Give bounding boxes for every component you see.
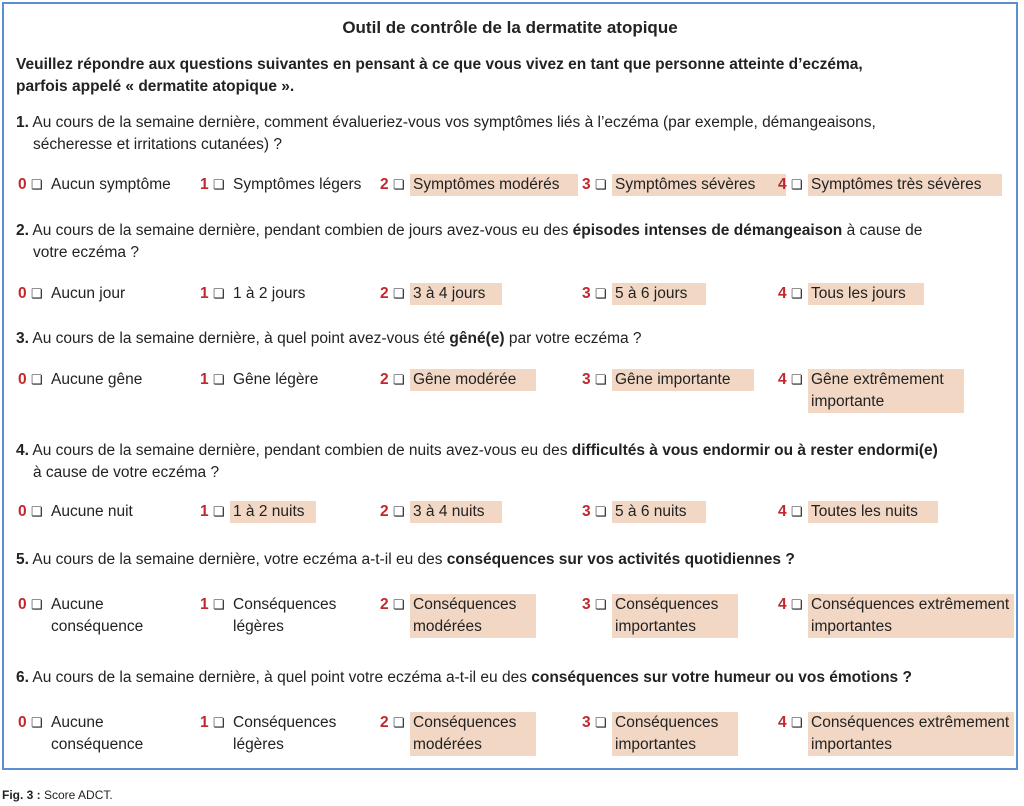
option-score: 4: [778, 596, 787, 613]
option-label: 5 à 6 nuits: [612, 501, 706, 523]
checkbox-icon[interactable]: ❏: [791, 372, 803, 387]
option-score: 0: [18, 714, 27, 731]
option-score: 2: [380, 285, 389, 302]
checkbox-icon[interactable]: ❏: [31, 597, 43, 612]
question-text-bold: difficultés à vous endormir ou à rester endormi(e): [571, 442, 938, 459]
question-text-post: à cause de: [842, 222, 923, 239]
question-2: [16, 220, 1006, 264]
question-text-bold: conséquences sur vos activités quotidiennes ?: [446, 551, 795, 568]
checkbox-icon[interactable]: ❏: [791, 597, 803, 612]
question-text: Au cours de la semaine dernière, à quel point avez-vous été: [32, 330, 450, 347]
option-score: 3: [582, 371, 591, 388]
option-label: Conséquences modérées: [410, 594, 536, 638]
intro-text: [16, 54, 1006, 98]
option-label: Aucune gêne: [51, 371, 143, 388]
option-score: 2: [380, 176, 389, 193]
question-text: Au cours de la semaine dernière, à quel point votre eczéma a-t-il eu des: [32, 669, 532, 686]
option-score: 0: [18, 596, 27, 613]
option-label: Gêne importante: [612, 369, 754, 391]
option-score: 2: [380, 371, 389, 388]
option-label: 1 à 2 jours: [233, 285, 306, 302]
checkbox-icon[interactable]: ❏: [213, 597, 225, 612]
caption-text: Score ADCT.: [40, 788, 113, 802]
option-score: 0: [18, 503, 27, 520]
option-label: Symptômes très sévères: [808, 174, 1002, 196]
checkbox-icon[interactable]: ❏: [393, 372, 405, 387]
option-label: Conséquences légères: [233, 714, 337, 753]
checkbox-icon[interactable]: ❏: [393, 597, 405, 612]
question-5: [16, 549, 1006, 571]
checkbox-icon[interactable]: ❏: [31, 504, 43, 519]
checkbox-icon[interactable]: ❏: [393, 286, 405, 301]
option-score: 3: [582, 596, 591, 613]
option-score: 1: [200, 714, 209, 731]
option-label: 3 à 4 jours: [410, 283, 502, 305]
option-label: 5 à 6 jours: [612, 283, 706, 305]
question-4: [16, 440, 1006, 484]
option-label: Conséquences extrêmement importantes: [808, 594, 1014, 638]
option-score: 2: [380, 714, 389, 731]
question-text: Au cours de la semaine dernière, pendant combien de jours avez-vous eu des: [32, 222, 573, 239]
option-label: Gêne extrêmement importante: [808, 369, 964, 413]
question-number: 3.: [16, 330, 29, 347]
option-score: 0: [18, 176, 27, 193]
question-6: [16, 667, 1006, 689]
question-text-post: par votre eczéma ?: [504, 330, 642, 347]
option-score: 2: [380, 596, 389, 613]
checkbox-icon[interactable]: ❏: [213, 372, 225, 387]
question-number: 2.: [16, 222, 29, 239]
option-label: Gêne modérée: [410, 369, 536, 391]
checkbox-icon[interactable]: ❏: [393, 177, 405, 192]
option-label: Symptômes légers: [233, 176, 362, 193]
option-label: Aucun symptôme: [51, 176, 171, 193]
option-label: Conséquences importantes: [612, 594, 738, 638]
checkbox-icon[interactable]: ❏: [791, 177, 803, 192]
question-number: 6.: [16, 669, 29, 686]
checkbox-icon[interactable]: ❏: [595, 372, 607, 387]
question-text-cont: votre eczéma ?: [33, 244, 139, 261]
question-number: 1.: [16, 114, 29, 131]
figure-caption: [2, 788, 113, 802]
option-label: 1 à 2 nuits: [230, 501, 316, 523]
question-3: [16, 328, 1006, 350]
question-number: 5.: [16, 551, 29, 568]
option-label: Conséquences légères: [233, 596, 337, 635]
option-label: Toutes les nuits: [808, 501, 938, 523]
questionnaire-frame: [2, 2, 1018, 770]
caption-label: Fig. 3 :: [2, 788, 41, 802]
question-text-cont: sécheresse et irritations cutanées) ?: [33, 136, 282, 153]
checkbox-icon[interactable]: ❏: [595, 286, 607, 301]
option-score: 3: [582, 503, 591, 520]
checkbox-icon[interactable]: ❏: [595, 597, 607, 612]
question-text-cont: à cause de votre eczéma ?: [33, 464, 220, 481]
option-score: 4: [778, 714, 787, 731]
document-title: Outil de contrôle de la dermatite atopique: [342, 18, 678, 37]
option-label: Aucune conséquence: [51, 596, 144, 635]
option-score: 1: [200, 596, 209, 613]
checkbox-icon[interactable]: ❏: [31, 286, 43, 301]
question-number: 4.: [16, 442, 29, 459]
checkbox-icon[interactable]: ❏: [791, 286, 803, 301]
option-score: 0: [18, 285, 27, 302]
question-text: Au cours de la semaine dernière, comment évalueriez-vous vos symptômes liés à l’eczéma (par exemple, démangeaisons,: [32, 114, 876, 131]
question-1: [16, 112, 1006, 156]
option-score: 4: [778, 285, 787, 302]
option-label: Aucune nuit: [51, 503, 133, 520]
option-score: 3: [582, 714, 591, 731]
checkbox-icon[interactable]: ❏: [393, 504, 405, 519]
option-score: 2: [380, 503, 389, 520]
option-score: 0: [18, 371, 27, 388]
option-score: 4: [778, 371, 787, 388]
option-score: 4: [778, 503, 787, 520]
checkbox-icon[interactable]: ❏: [213, 504, 225, 519]
checkbox-icon[interactable]: ❏: [213, 286, 225, 301]
option-label: Gêne légère: [233, 371, 319, 388]
question-text-bold: conséquences sur votre humeur ou vos émotions ?: [531, 669, 912, 686]
option-score: 4: [778, 176, 787, 193]
intro-line-1: Veuillez répondre aux questions suivantes en pensant à ce que vous vivez en tant que personne atteinte d’eczéma,: [16, 56, 863, 73]
option-label: Aucun jour: [51, 285, 126, 302]
checkbox-icon[interactable]: ❏: [31, 715, 43, 730]
option-label: 3 à 4 nuits: [410, 501, 502, 523]
checkbox-icon[interactable]: ❏: [791, 715, 803, 730]
checkbox-icon[interactable]: ❏: [213, 177, 225, 192]
checkbox-icon[interactable]: ❏: [595, 177, 607, 192]
question-text-bold: gêné(e): [449, 330, 505, 347]
option-label: Conséquences extrêmement importantes: [808, 712, 1014, 756]
option-score: 1: [200, 371, 209, 388]
question-text-bold: épisodes intenses de démangeaison: [572, 222, 843, 239]
option-label: Aucune conséquence: [51, 714, 144, 753]
checkbox-icon[interactable]: ❏: [213, 715, 225, 730]
checkbox-icon[interactable]: ❏: [31, 372, 43, 387]
option-label: Conséquences modérées: [410, 712, 536, 756]
option-score: 3: [582, 285, 591, 302]
question-text: Au cours de la semaine dernière, pendant combien de nuits avez-vous eu des: [32, 442, 572, 459]
checkbox-icon[interactable]: ❏: [393, 715, 405, 730]
question-text: Au cours de la semaine dernière, votre eczéma a-t-il eu des: [32, 551, 447, 568]
option-label: Symptômes modérés: [410, 174, 578, 196]
option-label: Symptômes sévères: [612, 174, 786, 196]
option-score: 1: [200, 176, 209, 193]
intro-line-2: parfois appelé « dermatite atopique ».: [16, 78, 295, 95]
option-label: Conséquences importantes: [612, 712, 738, 756]
checkbox-icon[interactable]: ❏: [31, 177, 43, 192]
option-score: 1: [200, 503, 209, 520]
checkbox-icon[interactable]: ❏: [791, 504, 803, 519]
option-label: Tous les jours: [808, 283, 924, 305]
checkbox-icon[interactable]: ❏: [595, 504, 607, 519]
option-score: 3: [582, 176, 591, 193]
option-score: 1: [200, 285, 209, 302]
checkbox-icon[interactable]: ❏: [595, 715, 607, 730]
